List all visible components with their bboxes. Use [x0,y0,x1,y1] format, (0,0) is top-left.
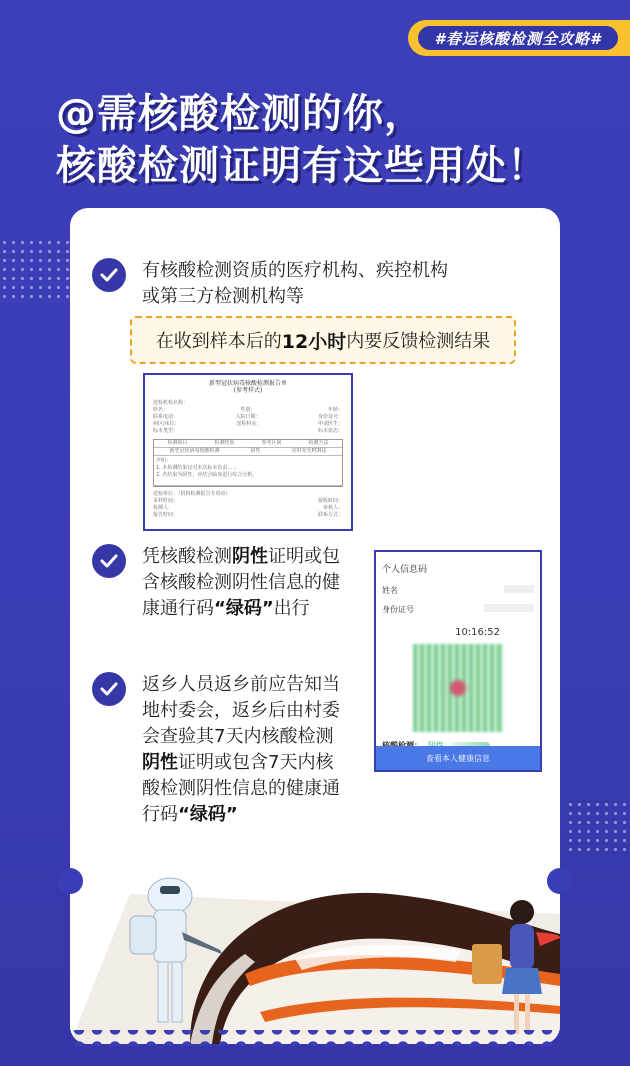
item-3-text: 返乡人员返乡前应告知当 地村委会，返乡后由村委 会查验其7天内核酸检测 阴性证明或包含7天内核 酸检测阴性信息的健康通 行码“绿码” [142,674,340,825]
qr-code [413,644,503,732]
card-notch-left [57,868,83,894]
train-illustration [70,854,560,1044]
phone-id-row: 身份证号 [376,600,540,619]
item-1-text [142,258,448,310]
check-icon [92,672,126,706]
headline-line2: 核酸检测证明有这些用处！ [56,143,548,189]
doc-section: 送检机构名称： [153,400,189,406]
card-perforation [70,1030,560,1046]
headline [56,88,548,192]
dot-pattern-right [566,800,630,852]
phone-name-row: 姓名 [376,581,540,600]
list-item-1 [92,258,448,310]
topic-tag [408,20,630,56]
highlight-bold: 12小时 [281,330,347,353]
dot-pattern-left [0,238,70,298]
list-item-3 [92,672,340,828]
doc-subtitle: (参考样式) [233,387,263,394]
highlight-pre: 在收到样本后的 [155,331,282,352]
doc-title: 新型冠状病毒核酸检测报告单 [208,380,287,387]
doc-footer-org: 送检单位：（机构检测报告专用章） [153,491,231,497]
item-1-line1: 有核酸检测资质的医疗机构、疾控机构 [142,260,448,281]
card-notch-right [547,868,573,894]
item-1-line2: 或第三方检测机构等 [142,286,304,307]
view-health-info-button[interactable]: 查看本人健康信息 [376,746,540,770]
phone-time: 10:16:52 [455,627,500,638]
doc-row-3: 病区/床位： 送检科室： 申请医生： [153,421,343,427]
highlight-post: 内要反馈检测结果 [346,331,491,352]
doc-row-2: 联系电话： 入院日期： 身份证号： [153,414,343,420]
phone-title: 个人信息码 [382,565,428,575]
doc-row-4: 标本类型： 标本状态： [153,428,343,434]
headline-line1: @需核酸检测的你， [56,91,425,137]
list-item-2 [92,544,340,622]
check-icon [92,258,126,292]
check-icon [92,544,126,578]
highlight-box [130,316,516,364]
topic-tag-label: #春运核酸检测全攻略# [418,26,618,50]
health-code-screen [374,550,542,772]
item-2-text: 凭核酸检测阴性证明或包 含核酸检测阴性信息的健 康通行码“绿码”出行 [142,546,340,619]
doc-row-1: 姓名： 性别： 年龄： [153,407,343,413]
test-report-document: 新型冠状病毒核酸检测报告单 (参考样式) 送检机构名称： 姓名： 性别： 年龄： 联系电话： 入院日期： 身份证号： 病区/床位： 送检科室： 申请医生： 标本类型： 标本状态： 检测项目 检测结果 参考区间 检测方法 新型冠状病毒核酸检测 阴性 实时荧光PCR法 声明： 1. 本检测结果仅对本次标本负责…… 2. 若结果为阴性，应结合临床进行综合分析。 送检单位：（机构检测报告专用章） 采样时间： 接收时间： 检测人： 审核人： 报告时间： 联系方式： [143,373,353,531]
doc-table: 检测项目 检测结果 参考区间 检测方法 新型冠状病毒核酸检测 阴性 实时荧光PCR法 声明： 1. 本检测结果仅对本次标本负责…… 2. 若结果为阴性，应结合临床进行综合分析。 [153,439,343,487]
